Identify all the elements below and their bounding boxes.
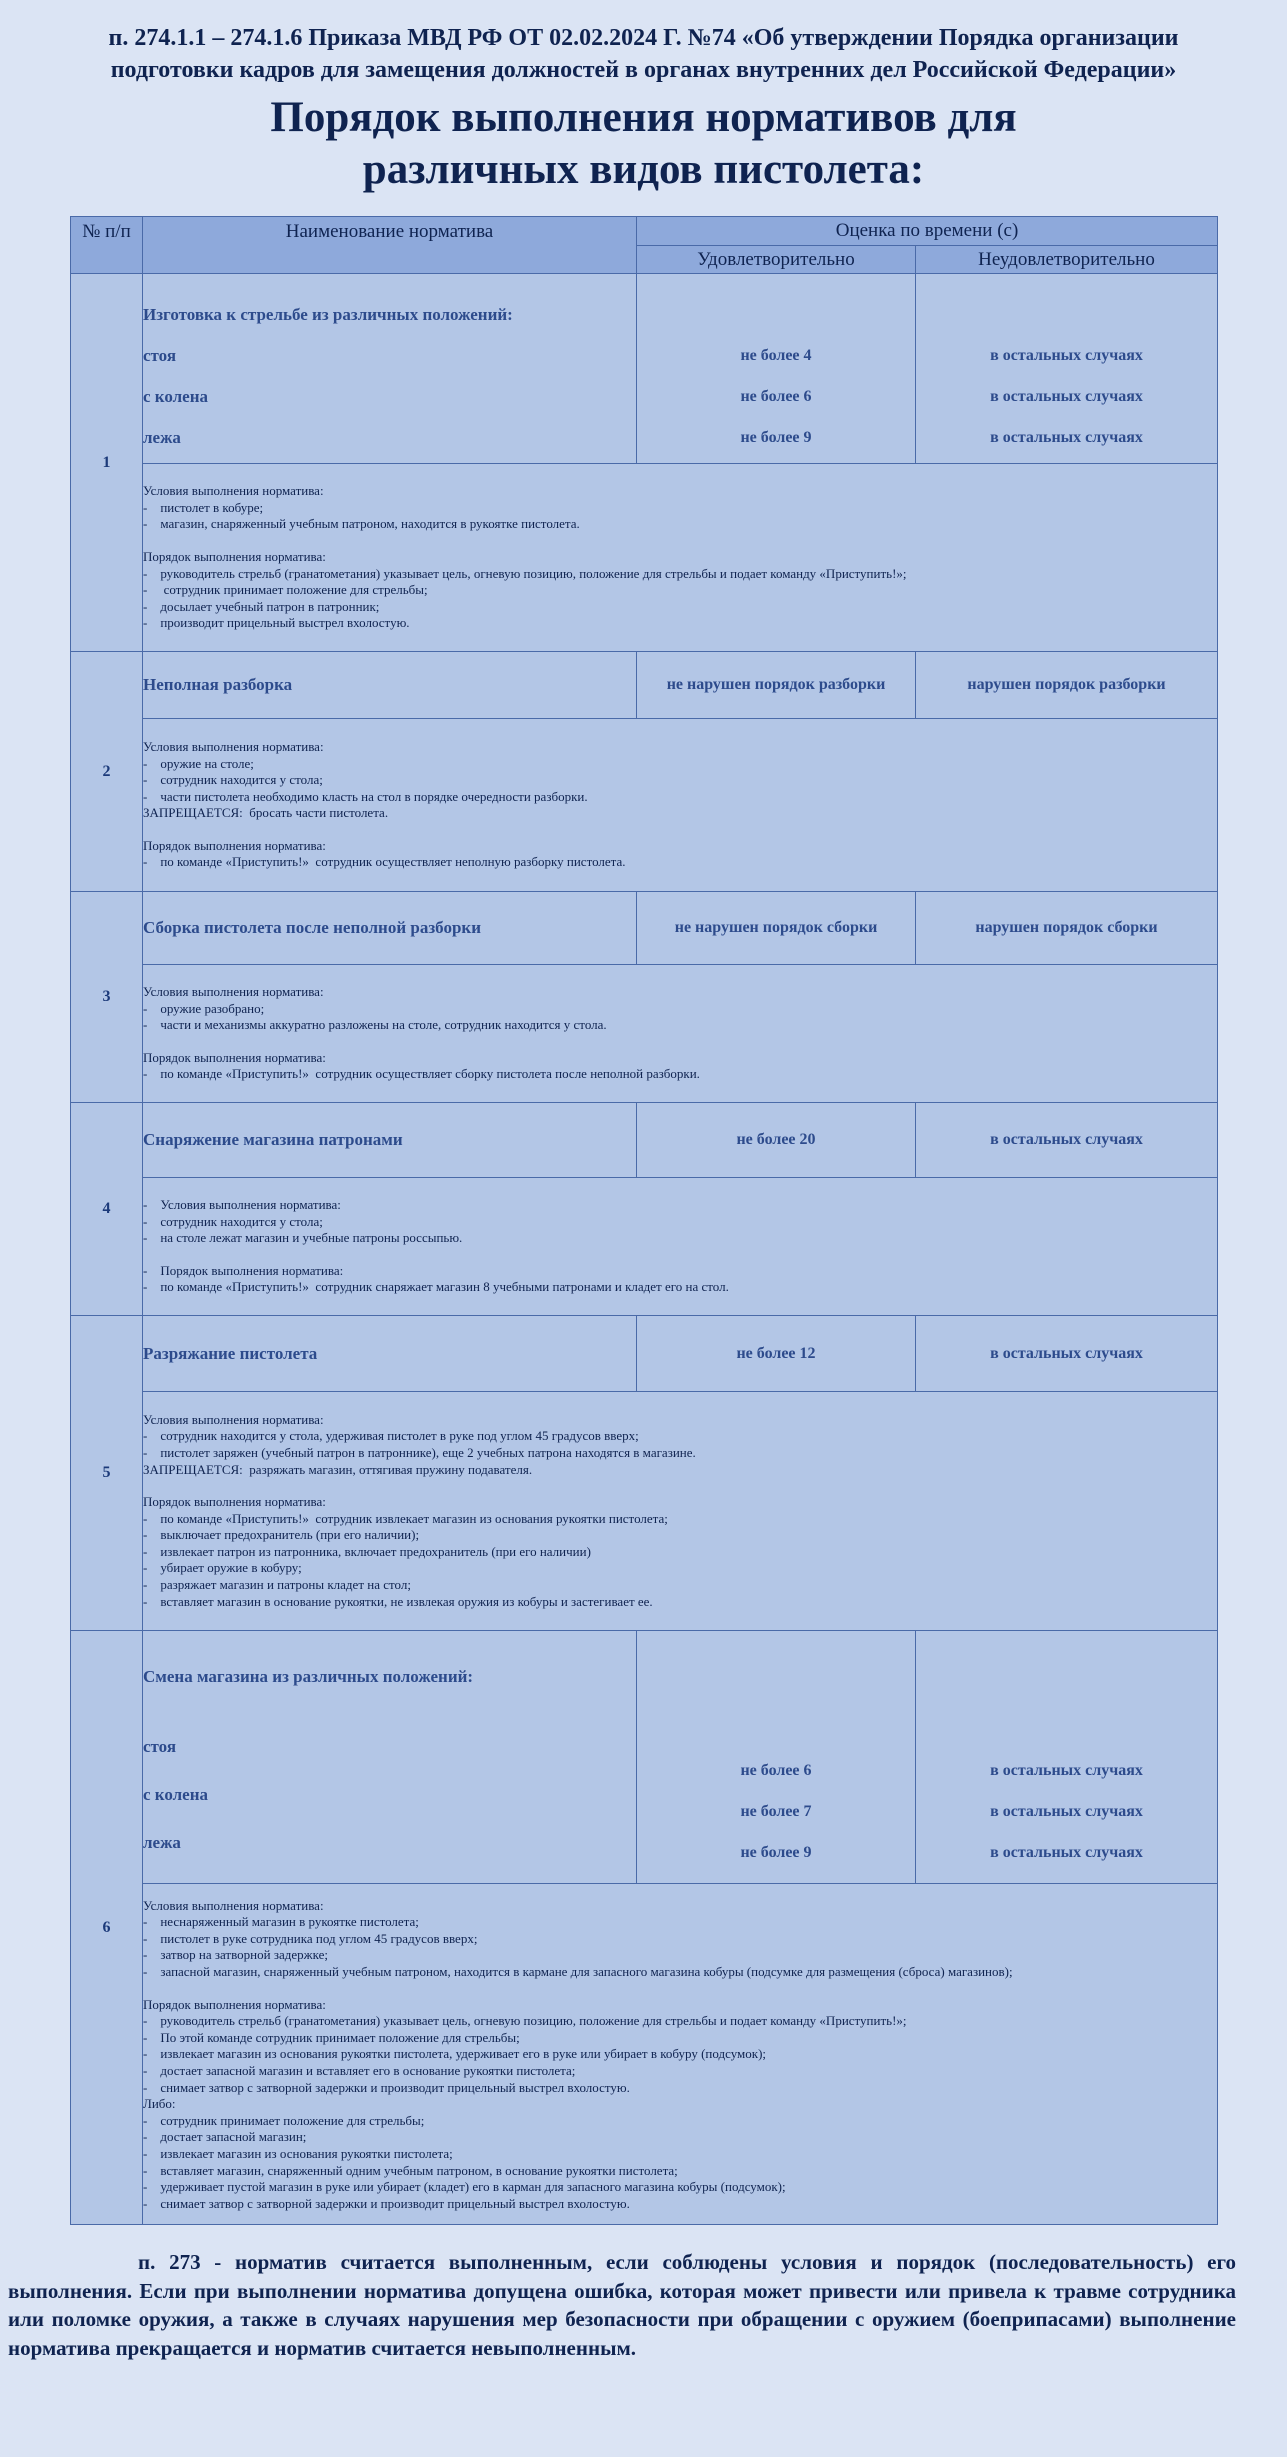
condition-line: - производит прицельный выстрел вхолостую. (143, 615, 410, 631)
condition-line: - пистолет заряжен (учебный патрон в патроннике), еще 2 учебных патрона находятся в магазине. (143, 1444, 696, 1460)
condition-line: - по команде «Приступить!» сотрудник осуществляет неполную разборку пистолета. (143, 854, 626, 870)
condition-line: - извлекает магазин из основания рукоятки пистолета, удерживает его в руке или убирает в кобуру (подсумок); (143, 2046, 767, 2062)
table-row (71, 1631, 1218, 1884)
condition-line: - достает запасной магазин и вставляет его в основание рукоятки пистолета; (143, 2063, 576, 2078)
time-value: в остальных случаях (990, 1844, 1143, 1861)
norm-name (143, 1631, 637, 1884)
condition-line: - вставляет магазин, снаряженный одним учебным патроном, в основание рукоятки пистолета; (143, 2162, 678, 2178)
condition-line: - извлекает патрон из патронника, включает предохранитель (при его наличии) (143, 1543, 591, 1559)
condition-line: Порядок выполнения норматива: (143, 548, 326, 564)
condition-line: - на столе лежат магазин и учебные патроны россыпью. (143, 1230, 463, 1246)
condition-line: - магазин, снаряженный учебным патроном, находится в рукоятке пистолета. (143, 516, 580, 532)
condition-line: - сотрудник принимает положение для стрельбы; (143, 582, 428, 598)
condition-line: - сотрудник принимает положение для стрельбы; (143, 2112, 425, 2128)
condition-line: Условия выполнения норматива: (143, 738, 324, 754)
title-line-2: различных видов пистолета: (362, 146, 925, 193)
position-label: с колена (143, 387, 209, 406)
col-header-num: № п/п (71, 217, 143, 274)
norms-table (70, 216, 1218, 2225)
norm-name: Сборка пистолета после неполной разборки (143, 892, 637, 965)
condition-line (143, 1034, 1217, 1050)
time-value: не более 9 (740, 1844, 812, 1861)
time-value: в остальных случаях (990, 1762, 1143, 1779)
condition-line: Условия выполнения норматива: (143, 1411, 324, 1427)
conditions-block (143, 1178, 1218, 1316)
condition-line (143, 822, 1217, 838)
condition-line (143, 533, 1217, 549)
time-value: не более 7 (740, 1803, 812, 1820)
conditions-block (143, 965, 1218, 1103)
col-header-bad: Неудовлетворительно (916, 246, 1218, 274)
norm-name: Снаряжение магазина патронами (143, 1103, 637, 1178)
satisfactory-value (637, 1631, 916, 1884)
condition-line: - достает запасной магазин; (143, 2129, 307, 2145)
time-value: не более 6 (740, 388, 812, 405)
condition-line: - сотрудник находится у стола, удерживая пистолет в руке под углом 45 градусов вверх; (143, 1428, 639, 1444)
footer-note (8, 2248, 1236, 2362)
col-header-name: Наименование норматива (143, 217, 637, 274)
time-value: в остальных случаях (990, 1803, 1143, 1820)
norm-title: Смена магазина из различных положений: (143, 1667, 474, 1686)
condition-line: - удерживает пустой магазин в руке или убирает (кладет) его в карман для запасного магазина кобуры (подсумок); (143, 2179, 786, 2195)
condition-line: - оружие на столе; (143, 755, 254, 771)
norm-title: Изготовка к стрельбе из различных положений: (143, 305, 513, 324)
position-label: с колена (143, 1785, 209, 1804)
condition-line: - руководитель стрельб (гранатометания) указывает цель, огневую позицию, положение для стрельбы и подает команду «Приступить!»; (143, 565, 907, 581)
condition-line: - оружие разобрано; (143, 1000, 265, 1016)
condition-line: ЗАПРЕЩАЕТСЯ: бросать части пистолета. (143, 805, 389, 821)
condition-line (143, 1478, 1217, 1494)
page-title (0, 92, 1287, 196)
condition-line: - разряжает магазин и патроны кладет на стол; (143, 1577, 411, 1593)
row-number: 5 (71, 1316, 143, 1631)
unsatisfactory-value: нарушен порядок разборки (916, 652, 1218, 719)
condition-line: - сотрудник находится у стола; (143, 772, 323, 788)
condition-line: - По этой команде сотрудник принимает положение для стрельбы; (143, 2029, 520, 2045)
condition-line: Условия выполнения норматива: (143, 483, 324, 499)
position-label: стоя (143, 1737, 177, 1756)
time-value: не более 6 (740, 1762, 812, 1779)
condition-line: - снимает затвор с затворной задержки и производит прицельный выстрел вхолостую. (143, 2195, 630, 2211)
condition-line: - снимает затвор с затворной задержки и производит прицельный выстрел вхолостую. (143, 2079, 630, 2095)
position-label: стоя (143, 346, 177, 365)
condition-line: - затвор на затворной задержке; (143, 1947, 328, 1963)
condition-line (143, 1247, 1217, 1263)
unsatisfactory-value: в остальных случаях (916, 1103, 1218, 1178)
condition-line: - руководитель стрельб (гранатометания) указывает цель, огневую позицию, положение для стрельбы и подает команду «Приступить!»; (143, 2013, 907, 2029)
unsatisfactory-value (916, 1631, 1218, 1884)
satisfactory-value (637, 274, 916, 464)
satisfactory-value: не более 12 (637, 1316, 916, 1392)
condition-line: Порядок выполнения норматива: (143, 1996, 326, 2012)
row-number: 1 (71, 274, 143, 652)
condition-line: Условия выполнения норматива: (143, 1897, 324, 1913)
condition-line: - по команде «Приступить!» сотрудник осуществляет сборку пистолета после неполной разборки. (143, 1066, 700, 1082)
unsatisfactory-value (916, 274, 1218, 464)
norm-name (143, 274, 637, 464)
time-value: в остальных случаях (990, 388, 1143, 405)
condition-line: - Порядок выполнения норматива: (143, 1262, 344, 1278)
condition-line: Порядок выполнения норматива: (143, 1494, 326, 1510)
condition-line: - сотрудник находится у стола; (143, 1213, 323, 1229)
time-value: в остальных случаях (990, 347, 1143, 364)
position-label: лежа (143, 428, 181, 447)
condition-line: - части пистолета необходимо класть на стол в порядке очередности разборки. (143, 788, 588, 804)
row-number: 3 (71, 892, 143, 1103)
condition-line: - досылает учебный патрон в патронник; (143, 598, 380, 614)
condition-line: - пистолет в кобуре; (143, 499, 264, 515)
condition-line: - по команде «Приступить!» сотрудник снаряжает магазин 8 учебными патронами и кладет его на стол. (143, 1279, 729, 1295)
satisfactory-value: не нарушен порядок разборки (637, 652, 916, 719)
condition-line: Порядок выполнения норматива: (143, 837, 326, 853)
table-row (71, 892, 1218, 965)
condition-line: Либо: (143, 2096, 176, 2112)
row-number: 4 (71, 1103, 143, 1316)
condition-line: Условия выполнения норматива: (143, 984, 324, 1000)
norm-name: Неполная разборка (143, 652, 637, 719)
conditions-block (143, 1392, 1218, 1631)
condition-line: - извлекает магазин из основания рукоятки пистолета; (143, 2145, 453, 2161)
footer-text: п. 273 - норматив считается выполненным, если соблюдены условия и порядок (последовательность) его выполнения. Если при выполнении норматива допущена ошибка, которая может привести или привела к травме сотрудника или поломке оружия, а также в случаях нарушения мер безопасности при обращении с оружием (боеприпасами) выполнение норматива прекращается и норматив считается невыполненным. (8, 2250, 1236, 2360)
condition-line: - выключает предохранитель (при его наличии); (143, 1527, 420, 1543)
condition-line: - неснаряженный магазин в рукоятке пистолета; (143, 1914, 419, 1930)
table-row (71, 274, 1218, 464)
col-header-good: Удовлетворительно (637, 246, 916, 274)
position-label: лежа (143, 1833, 181, 1852)
document-header: п. 274.1.1 – 274.1.6 Приказа МВД РФ ОТ 02.02.2024 Г. №74 «Об утверждении Порядка организации подготовки кадров для замещения должностей в органах внутренних дел Российской Федерации» (108, 25, 1179, 83)
table-row (71, 652, 1218, 719)
condition-line: Порядок выполнения норматива: (143, 1049, 326, 1065)
time-value: в остальных случаях (990, 429, 1143, 446)
condition-line: - пистолет в руке сотрудника под углом 45 градусов вверх; (143, 1930, 478, 1946)
conditions-block (143, 1884, 1218, 2225)
row-number: 6 (71, 1631, 143, 2225)
table-row (71, 1316, 1218, 1392)
condition-line: ЗАПРЕЩАЕТСЯ: разряжать магазин, оттягивая пружину подавателя. (143, 1461, 533, 1477)
norm-name: Разряжание пистолета (143, 1316, 637, 1392)
condition-line: - запасной магазин, снаряженный учебным патроном, находится в кармане для запасного магазина кобуры (подсумке для размещения (сброса) магазинов); (143, 1964, 1013, 1980)
time-value: не более 9 (740, 429, 812, 446)
unsatisfactory-value: нарушен порядок сборки (916, 892, 1218, 965)
conditions-block (143, 464, 1218, 652)
condition-line: - убирает оружие в кобуру; (143, 1560, 302, 1576)
row-number: 2 (71, 652, 143, 892)
condition-line: - вставляет магазин в основание рукоятки, не извлекая оружия из кобуры и застегивает ее. (143, 1593, 653, 1609)
condition-line (143, 1981, 1217, 1997)
condition-line: - по команде «Приступить!» сотрудник извлекает магазин из основания рукоятки пистолета; (143, 1510, 668, 1526)
conditions-block (143, 719, 1218, 892)
time-value: не более 4 (740, 347, 812, 364)
condition-line: - Условия выполнения норматива: (143, 1197, 341, 1213)
unsatisfactory-value: в остальных случаях (916, 1316, 1218, 1392)
col-header-time: Оценка по времени (с) (637, 217, 1218, 246)
satisfactory-value: не нарушен порядок сборки (637, 892, 916, 965)
table-row (71, 1103, 1218, 1178)
title-line-1: Порядок выполнения нормативов для (270, 94, 1017, 141)
condition-line: - части и механизмы аккуратно разложены на столе, сотрудник находится у стола. (143, 1017, 607, 1033)
satisfactory-value: не более 20 (637, 1103, 916, 1178)
